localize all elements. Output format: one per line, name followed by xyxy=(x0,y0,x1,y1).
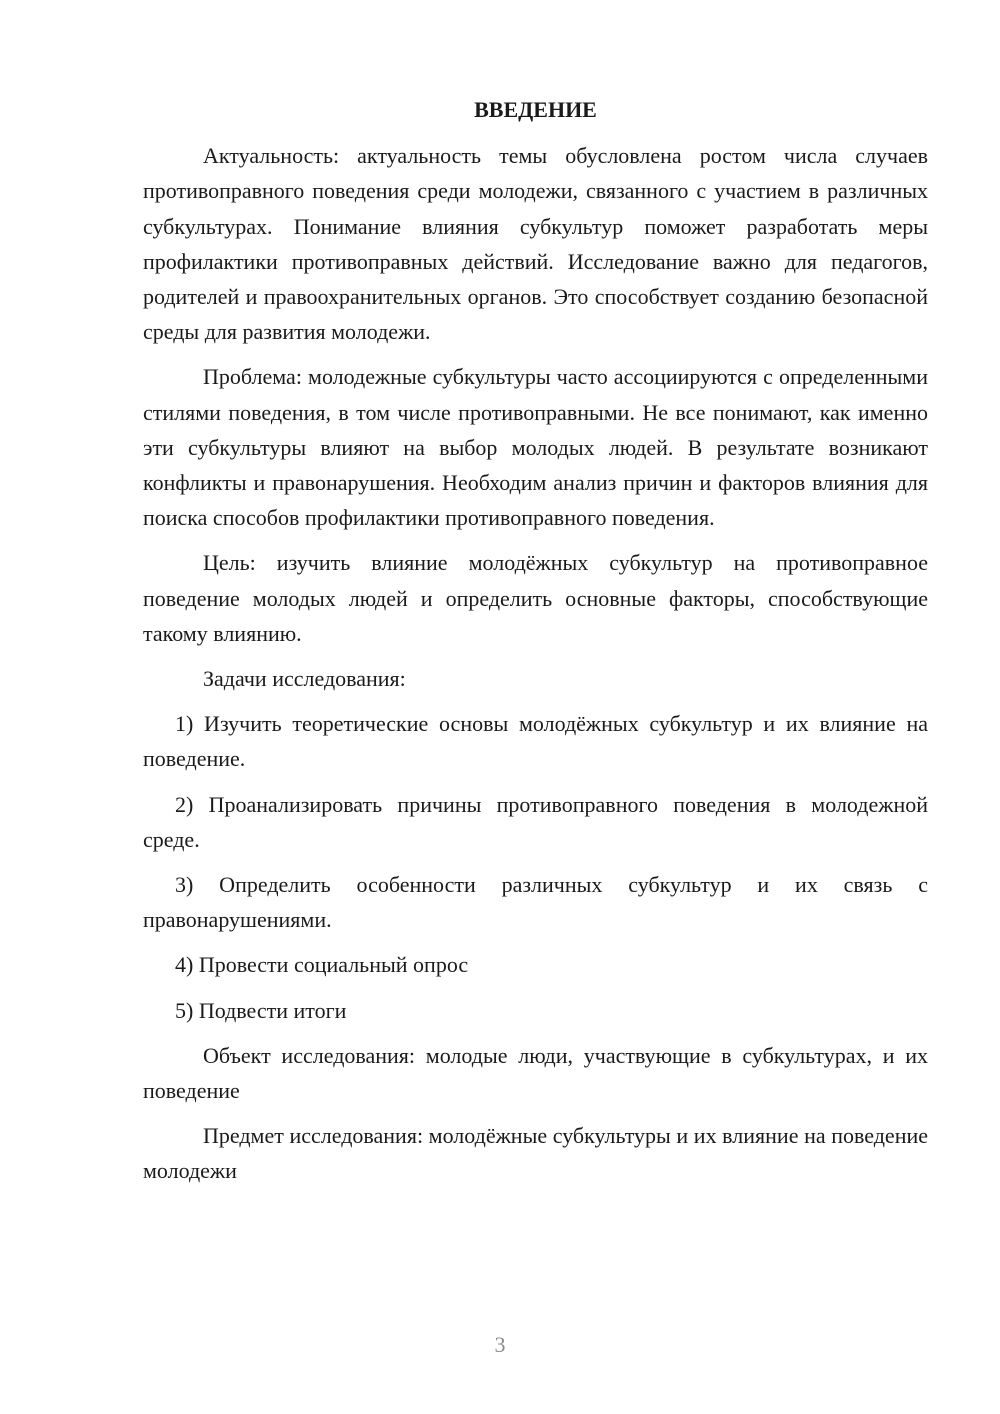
tasks-heading: Задачи исследования: xyxy=(203,666,406,692)
problem-paragraph: Проблема: молодежные субкультуры часто ассоциируются с определенными стилями поведения, в том числе противоправными. Не все понимают, как именно эти субкультуры влияют на выбор молодых людей. В результате возникают конфликты и правонарушения. Необходим анализ причин и факторов влияния для поиска способов профилактики противоправного поведения. xyxy=(143,364,928,531)
relevance-paragraph: Актуальность: актуальность темы обусловлена ростом числа случаев противоправного поведения среди молодежи, связанного с участием в различных субкультурах. Понимание влияния субкультур поможет разработать меры профилактики противоправных действий. Исследование важно для педагогов, родителей и правоохранительных органов. Это способствует созданию безопасной среды для развития молодежи. xyxy=(143,143,928,345)
subject-paragraph: Предмет исследования: молодёжные субкультуры и их влияние на поведение молодежи xyxy=(143,1123,928,1184)
task-item: 1) Изучить теоретические основы молодёжных субкультур и их влияние на поведение. xyxy=(143,711,928,772)
task-item: 4) Провести социальный опрос xyxy=(175,952,469,978)
goal-paragraph: Цель: изучить влияние молодёжных субкультур на противоправное поведение молодых людей и определить основные факторы, способствующие такому влиянию. xyxy=(143,550,928,646)
page-title: ВВЕДЕНИЕ xyxy=(474,97,597,122)
task-item: 2) Проанализировать причины противоправного поведения в молодежной среде. xyxy=(143,791,928,852)
page-number: 3 xyxy=(494,1332,506,1357)
document-page xyxy=(143,92,928,1189)
task-item: 3) Определить особенности различных субкультур и их связь с правонарушениями. xyxy=(143,872,928,933)
task-item: 5) Подвести итоги xyxy=(175,997,347,1023)
object-paragraph: Объект исследования: молодые люди, участвующие в субкультурах, и их поведение xyxy=(143,1042,928,1104)
